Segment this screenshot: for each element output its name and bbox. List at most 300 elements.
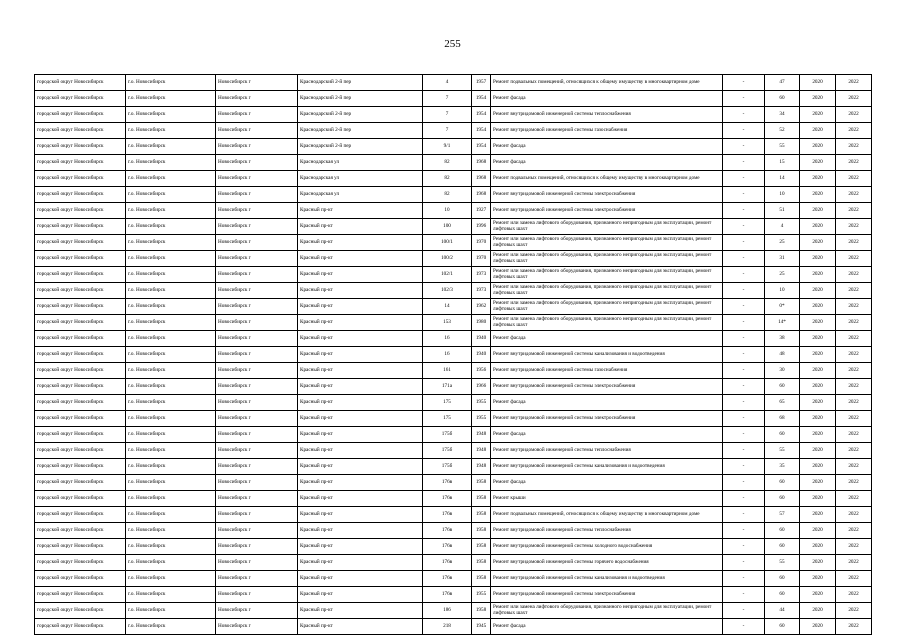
cell-end-year: 2022 [836,251,872,267]
cell-start-year: 2020 [800,123,836,139]
cell-end-year: 2022 [836,427,872,443]
cell-blank: - [723,267,765,283]
cell-blank: - [723,363,765,379]
cell-blank: - [723,331,765,347]
cell-municipality: г.о. Новосибирск [126,603,216,619]
table-row [35,235,872,251]
cell-year: 1968 [472,171,491,187]
cell-street: Красный пр-кт [298,523,423,539]
cell-work-type: Ремонт или замена лифтового оборудования, признанного непригодным для эксплуатации, ремонт лифтовых шахт [491,251,723,267]
cell-house: 10 [423,203,472,219]
cell-cost: 60 [765,427,800,443]
cell-district: городской округ Новосибирск [35,523,126,539]
cell-cost: 4 [765,219,800,235]
cell-blank: - [723,91,765,107]
cell-cost: 14 [765,171,800,187]
cell-district: городской округ Новосибирск [35,395,126,411]
cell-house: 7 [423,107,472,123]
cell-end-year: 2022 [836,139,872,155]
cell-municipality: г.о. Новосибирск [126,491,216,507]
cell-end-year: 2022 [836,363,872,379]
cell-district: городской округ Новосибирск [35,91,126,107]
cell-year: 1954 [472,123,491,139]
cell-house: 16 [423,347,472,363]
cell-cost: 60 [765,539,800,555]
cell-work-type: Ремонт внутридомовой инженерной системы теплоснабжения [491,523,723,539]
cell-blank: - [723,155,765,171]
cell-city: Новосибирск г [216,619,298,635]
cell-work-type: Ремонт фасада [491,395,723,411]
table-row [35,347,872,363]
cell-cost: 60 [765,475,800,491]
cell-end-year: 2022 [836,603,872,619]
cell-start-year: 2020 [800,267,836,283]
cell-street: Красный пр-кт [298,219,423,235]
cell-house: 82 [423,171,472,187]
cell-year: 1954 [472,107,491,123]
cell-end-year: 2022 [836,203,872,219]
cell-house: 186 [423,603,472,619]
cell-district: городской округ Новосибирск [35,571,126,587]
cell-end-year: 2022 [836,395,872,411]
cell-year: 1948 [472,443,491,459]
cell-blank: - [723,203,765,219]
cell-year: 1958 [472,523,491,539]
cell-cost: 51 [765,203,800,219]
cell-street: Красный пр-кт [298,251,423,267]
cell-house: 102/1 [423,267,472,283]
cell-municipality: г.о. Новосибирск [126,107,216,123]
cell-municipality: г.о. Новосибирск [126,475,216,491]
cell-cost: 60 [765,491,800,507]
cell-start-year: 2020 [800,315,836,331]
table-row [35,475,872,491]
cell-blank: - [723,539,765,555]
cell-cost: 60 [765,523,800,539]
cell-city: Новосибирск г [216,571,298,587]
cell-blank: - [723,443,765,459]
cell-work-type: Ремонт фасада [491,427,723,443]
cell-work-type: Ремонт или замена лифтового оборудования, признанного непригодным для эксплуатации, ремонт лифтовых шахт [491,603,723,619]
cell-street: Красный пр-кт [298,571,423,587]
cell-start-year: 2020 [800,427,836,443]
cell-district: городской округ Новосибирск [35,347,126,363]
cell-district: городской округ Новосибирск [35,267,126,283]
cell-cost: 60 [765,91,800,107]
cell-cost: 48 [765,347,800,363]
cell-start-year: 2020 [800,379,836,395]
cell-cost: 44 [765,603,800,619]
cell-house: 9/1 [423,139,472,155]
cell-cost: 31 [765,251,800,267]
cell-blank: - [723,251,765,267]
cell-district: городской округ Новосибирск [35,203,126,219]
cell-city: Новосибирск г [216,331,298,347]
cell-district: городской округ Новосибирск [35,555,126,571]
cell-start-year: 2020 [800,443,836,459]
cell-end-year: 2022 [836,539,872,555]
cell-start-year: 2020 [800,75,836,91]
cell-house: 82 [423,155,472,171]
cell-district: городской округ Новосибирск [35,363,126,379]
cell-work-type: Ремонт фасада [491,155,723,171]
cell-year: 1958 [472,491,491,507]
cell-year: 1958 [472,555,491,571]
cell-start-year: 2020 [800,299,836,315]
table-row [35,331,872,347]
table-row [35,507,872,523]
cell-blank: - [723,347,765,363]
cell-house: 153 [423,315,472,331]
table-row [35,363,872,379]
cell-city: Новосибирск г [216,251,298,267]
cell-year: 1973 [472,283,491,299]
cell-district: городской округ Новосибирск [35,331,126,347]
cell-house: 161 [423,363,472,379]
cell-city: Новосибирск г [216,363,298,379]
cell-year: 1958 [472,507,491,523]
table-row [35,555,872,571]
cell-work-type: Ремонт подвальных помещений, относящихся к общему имуществу в многоквартирном доме [491,75,723,91]
cell-house: 175б [423,443,472,459]
cell-end-year: 2022 [836,587,872,603]
cell-municipality: г.о. Новосибирск [126,411,216,427]
table-row [35,459,872,475]
cell-city: Новосибирск г [216,315,298,331]
cell-year: 1970 [472,235,491,251]
cell-street: Краснодарская ул [298,155,423,171]
cell-cost: 55 [765,555,800,571]
cell-blank: - [723,555,765,571]
cell-city: Новосибирск г [216,139,298,155]
cell-street: Краснодарский 2-й пер [298,139,423,155]
cell-end-year: 2022 [836,235,872,251]
cell-cost: 0* [765,299,800,315]
cell-start-year: 2020 [800,491,836,507]
cell-end-year: 2022 [836,443,872,459]
cell-year: 1958 [472,603,491,619]
cell-work-type: Ремонт внутридомовой инженерной системы газоснабжения [491,123,723,139]
registry-table-body [35,75,872,635]
cell-year: 1957 [472,75,491,91]
cell-city: Новосибирск г [216,219,298,235]
cell-start-year: 2020 [800,171,836,187]
cell-district: городской округ Новосибирск [35,75,126,91]
cell-cost: 55 [765,443,800,459]
cell-work-type: Ремонт внутридомовой инженерной системы электроснабжения [491,203,723,219]
cell-municipality: г.о. Новосибирск [126,283,216,299]
cell-municipality: г.о. Новосибирск [126,347,216,363]
cell-city: Новосибирск г [216,443,298,459]
cell-city: Новосибирск г [216,107,298,123]
cell-year: 1940 [472,331,491,347]
table-row [35,107,872,123]
table-row [35,155,872,171]
cell-end-year: 2022 [836,315,872,331]
cell-end-year: 2022 [836,475,872,491]
cell-end-year: 2022 [836,347,872,363]
cell-work-type: Ремонт внутридомовой инженерной системы электроснабжения [491,587,723,603]
cell-end-year: 2022 [836,107,872,123]
table-row [35,395,872,411]
cell-start-year: 2020 [800,347,836,363]
cell-blank: - [723,187,765,203]
cell-start-year: 2020 [800,219,836,235]
cell-street: Красный пр-кт [298,539,423,555]
cell-municipality: г.о. Новосибирск [126,571,216,587]
table-row [35,139,872,155]
cell-municipality: г.о. Новосибирск [126,619,216,635]
cell-blank: - [723,235,765,251]
cell-district: городской округ Новосибирск [35,603,126,619]
cell-house: 7 [423,123,472,139]
cell-start-year: 2020 [800,107,836,123]
cell-house: 175 [423,395,472,411]
table-row [35,315,872,331]
page-number: 255 [444,38,461,50]
table-row [35,283,872,299]
cell-start-year: 2020 [800,363,836,379]
cell-house: 4 [423,75,472,91]
cell-year: 1958 [472,475,491,491]
cell-start-year: 2020 [800,523,836,539]
cell-street: Красный пр-кт [298,235,423,251]
cell-house: 100/1 [423,235,472,251]
cell-city: Новосибирск г [216,411,298,427]
cell-cost: 65 [765,395,800,411]
cell-work-type: Ремонт внутридомовой инженерной системы электроснабжения [491,379,723,395]
cell-blank: - [723,171,765,187]
cell-street: Красный пр-кт [298,299,423,315]
cell-house: 176в [423,539,472,555]
cell-municipality: г.о. Новосибирск [126,331,216,347]
cell-cost: 10 [765,283,800,299]
cell-end-year: 2022 [836,507,872,523]
cell-blank: - [723,603,765,619]
cell-district: городской округ Новосибирск [35,171,126,187]
table-row [35,91,872,107]
cell-municipality: г.о. Новосибирск [126,267,216,283]
cell-blank: - [723,571,765,587]
cell-start-year: 2020 [800,475,836,491]
cell-city: Новосибирск г [216,395,298,411]
cell-end-year: 2022 [836,491,872,507]
table-row [35,427,872,443]
cell-street: Красный пр-кт [298,267,423,283]
cell-street: Красный пр-кт [298,315,423,331]
cell-city: Новосибирск г [216,235,298,251]
cell-street: Красный пр-кт [298,283,423,299]
table-row [35,443,872,459]
cell-street: Краснодарская ул [298,171,423,187]
cell-blank: - [723,523,765,539]
cell-year: 1970 [472,251,491,267]
cell-municipality: г.о. Новосибирск [126,459,216,475]
cell-municipality: г.о. Новосибирск [126,379,216,395]
cell-blank: - [723,491,765,507]
cell-district: городской округ Новосибирск [35,219,126,235]
table-row [35,203,872,219]
cell-district: городской округ Новосибирск [35,587,126,603]
cell-municipality: г.о. Новосибирск [126,555,216,571]
table-row [35,219,872,235]
cell-municipality: г.о. Новосибирск [126,539,216,555]
cell-start-year: 2020 [800,203,836,219]
cell-street: Красный пр-кт [298,587,423,603]
cell-street: Красный пр-кт [298,475,423,491]
cell-city: Новосибирск г [216,171,298,187]
cell-house: 176в [423,523,472,539]
cell-house: 102/3 [423,283,472,299]
cell-end-year: 2022 [836,331,872,347]
table-row [35,251,872,267]
cell-house: 176в [423,475,472,491]
cell-city: Новосибирск г [216,427,298,443]
cell-end-year: 2022 [836,267,872,283]
cell-cost: 14* [765,315,800,331]
cell-district: городской округ Новосибирск [35,619,126,635]
cell-end-year: 2022 [836,123,872,139]
cell-municipality: г.о. Новосибирск [126,139,216,155]
table-row [35,603,872,619]
cell-municipality: г.о. Новосибирск [126,507,216,523]
cell-work-type: Ремонт или замена лифтового оборудования, признанного непригодным для эксплуатации, ремонт лифтовых шахт [491,267,723,283]
cell-city: Новосибирск г [216,587,298,603]
cell-municipality: г.о. Новосибирск [126,187,216,203]
cell-start-year: 2020 [800,539,836,555]
cell-cost: 60 [765,587,800,603]
cell-street: Красный пр-кт [298,427,423,443]
cell-street: Красный пр-кт [298,491,423,507]
cell-house: 176в [423,555,472,571]
cell-work-type: Ремонт или замена лифтового оборудования, признанного непригодным для эксплуатации, ремонт лифтовых шахт [491,219,723,235]
cell-municipality: г.о. Новосибирск [126,299,216,315]
cell-work-type: Ремонт фасада [491,619,723,635]
cell-end-year: 2022 [836,379,872,395]
cell-cost: 68 [765,411,800,427]
cell-end-year: 2022 [836,619,872,635]
cell-work-type: Ремонт или замена лифтового оборудования, признанного непригодным для эксплуатации, ремонт лифтовых шахт [491,299,723,315]
cell-city: Новосибирск г [216,299,298,315]
table-row [35,171,872,187]
cell-year: 1948 [472,459,491,475]
cell-work-type: Ремонт или замена лифтового оборудования, признанного непригодным для эксплуатации, ремонт лифтовых шахт [491,235,723,251]
cell-cost: 15 [765,155,800,171]
cell-blank: - [723,299,765,315]
cell-municipality: г.о. Новосибирск [126,395,216,411]
cell-street: Краснодарская ул [298,187,423,203]
cell-house: 82 [423,187,472,203]
table-row [35,571,872,587]
cell-year: 1968 [472,155,491,171]
cell-house: 176в [423,507,472,523]
cell-cost: 55 [765,139,800,155]
cell-city: Новосибирск г [216,267,298,283]
cell-year: 1945 [472,619,491,635]
cell-city: Новосибирск г [216,379,298,395]
cell-municipality: г.о. Новосибирск [126,251,216,267]
cell-cost: 25 [765,267,800,283]
cell-municipality: г.о. Новосибирск [126,91,216,107]
cell-end-year: 2022 [836,187,872,203]
cell-end-year: 2022 [836,459,872,475]
cell-district: городской округ Новосибирск [35,155,126,171]
cell-year: 1955 [472,411,491,427]
cell-blank: - [723,411,765,427]
cell-cost: 60 [765,619,800,635]
cell-cost: 35 [765,459,800,475]
cell-house: 175б [423,427,472,443]
cell-work-type: Ремонт подвальных помещений, относящихся к общему имуществу в многоквартирном доме [491,171,723,187]
cell-cost: 25 [765,235,800,251]
cell-cost: 30 [765,363,800,379]
cell-street: Красный пр-кт [298,203,423,219]
cell-district: городской округ Новосибирск [35,315,126,331]
cell-end-year: 2022 [836,283,872,299]
cell-blank: - [723,219,765,235]
cell-start-year: 2020 [800,507,836,523]
cell-city: Новосибирск г [216,523,298,539]
cell-district: городской округ Новосибирск [35,507,126,523]
cell-municipality: г.о. Новосибирск [126,75,216,91]
cell-municipality: г.о. Новосибирск [126,123,216,139]
cell-start-year: 2020 [800,91,836,107]
cell-work-type: Ремонт фасада [491,331,723,347]
cell-district: городской округ Новосибирск [35,283,126,299]
cell-work-type: Ремонт фасада [491,139,723,155]
cell-city: Новосибирск г [216,347,298,363]
cell-year: 1968 [472,187,491,203]
cell-blank: - [723,395,765,411]
cell-start-year: 2020 [800,251,836,267]
table-row [35,587,872,603]
cell-district: городской округ Новосибирск [35,107,126,123]
cell-city: Новосибирск г [216,203,298,219]
cell-cost: 60 [765,379,800,395]
table-row [35,379,872,395]
cell-district: городской округ Новосибирск [35,235,126,251]
cell-work-type: Ремонт внутридомовой инженерной системы теплоснабжения [491,107,723,123]
cell-start-year: 2020 [800,187,836,203]
cell-district: городской округ Новосибирск [35,187,126,203]
cell-start-year: 2020 [800,571,836,587]
cell-work-type: Ремонт внутридомовой инженерной системы газоснабжения [491,363,723,379]
cell-blank: - [723,507,765,523]
cell-cost: 52 [765,123,800,139]
cell-work-type: Ремонт внутридомовой инженерной системы электроснабжения [491,187,723,203]
cell-district: городской округ Новосибирск [35,443,126,459]
cell-street: Красный пр-кт [298,459,423,475]
cell-city: Новосибирск г [216,555,298,571]
cell-cost: 57 [765,507,800,523]
cell-start-year: 2020 [800,235,836,251]
cell-end-year: 2022 [836,411,872,427]
cell-city: Новосибирск г [216,459,298,475]
cell-blank: - [723,139,765,155]
cell-start-year: 2020 [800,619,836,635]
cell-work-type: Ремонт внутридомовой инженерной системы канализования и водоотведения [491,347,723,363]
cell-start-year: 2020 [800,395,836,411]
cell-work-type: Ремонт внутридомовой инженерной системы канализования и водоотведения [491,459,723,475]
cell-city: Новосибирск г [216,603,298,619]
cell-city: Новосибирск г [216,539,298,555]
cell-end-year: 2022 [836,523,872,539]
cell-start-year: 2020 [800,155,836,171]
cell-year: 1958 [472,571,491,587]
table-row [35,411,872,427]
cell-work-type: Ремонт крыши [491,491,723,507]
table-row [35,299,872,315]
